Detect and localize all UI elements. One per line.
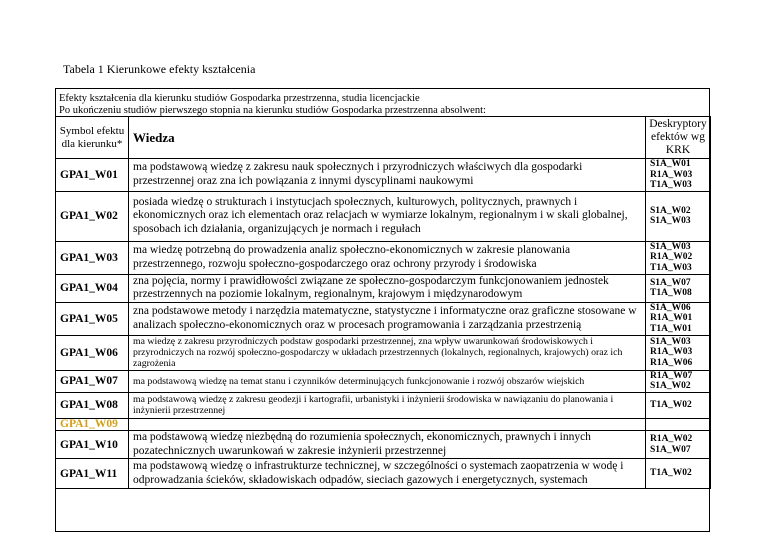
row-descriptors xyxy=(646,241,711,274)
table-row xyxy=(56,335,711,370)
row-code: GPA1_W06 xyxy=(56,335,129,370)
row-descriptors xyxy=(646,392,711,418)
descriptor: S1A_W03 xyxy=(650,216,691,227)
table-row xyxy=(56,302,711,335)
table-row xyxy=(56,392,711,418)
row-descriptors xyxy=(646,274,711,302)
descriptor: R1A_W02 xyxy=(650,252,693,263)
descriptor: S1A_W07 xyxy=(650,444,691,455)
row-descriptors xyxy=(646,418,711,430)
table-row xyxy=(56,241,711,274)
row-descriptors xyxy=(646,459,711,489)
descriptor: T1A_W01 xyxy=(650,323,692,334)
row-code: GPA1_W09 xyxy=(56,418,129,430)
descriptor: R1A_W03 xyxy=(650,347,693,358)
intro-line-2: Po ukończeniu studiów pierwszego stopnia na kierunku studiów Gospodarka przestrzenna absolwent: xyxy=(59,105,486,116)
descriptor: R1A_W03 xyxy=(650,169,693,180)
row-desc: ma wiedzę potrzebną do prowadzenia analiz społeczno-ekonomicznych w zakresie planowania przestrzennego, rozwoju społeczno-gospodarczego oraz ochrony przyrody i środowiska xyxy=(129,241,646,274)
table-row xyxy=(56,418,711,430)
descriptor: R1A_W01 xyxy=(650,313,693,324)
row-desc: ma podstawową wiedzę niezbędną do rozumienia społecznych, ekonomicznych, prawnych i innych pozatechnicznych uwarunkowań w zakresie inżynierii przestrzennej xyxy=(129,430,646,458)
header-desk-line2: efektów wg xyxy=(651,131,705,143)
row-code: GPA1_W02 xyxy=(56,191,129,241)
header-symbol-line1: Symbol efektu xyxy=(59,125,125,137)
header-symbol xyxy=(56,117,129,159)
descriptor: S1A_W01 xyxy=(650,159,691,169)
header-wiedza: Wiedza xyxy=(129,117,646,159)
descriptor: R1A_W06 xyxy=(650,357,693,368)
table-row xyxy=(56,459,711,489)
descriptor: S1A_W03 xyxy=(650,241,691,252)
table-row xyxy=(56,274,711,302)
row-descriptors xyxy=(646,430,711,458)
row-code: GPA1_W04 xyxy=(56,274,129,302)
descriptor: S1A_W02 xyxy=(650,205,691,216)
header-row xyxy=(56,117,711,159)
row-descriptors xyxy=(646,335,711,370)
header-symbol-line2: dla kierunku* xyxy=(61,137,123,150)
row-code: GPA1_W01 xyxy=(56,159,129,192)
table-intro xyxy=(59,93,486,117)
row-desc: ma wiedzę z zakresu przyrodniczych podstaw gospodarki przestrzennej, zna wpływ uwarunkowań środowiskowych i przyrodniczych na rozwój społeczno-gospodarczy w układach przestrzennych (lokalnych, regionalnych, krajowych) oraz ich zagrożenia xyxy=(129,335,646,370)
table-row xyxy=(56,370,711,392)
row-descriptors xyxy=(646,159,711,192)
row-descriptors xyxy=(646,191,711,241)
row-desc xyxy=(129,418,646,430)
descriptor: T1A_W02 xyxy=(650,400,692,411)
header-desk-line1: Deskryptory xyxy=(649,118,707,130)
table-caption: Tabela 1 Kierunkowe efekty kształcenia xyxy=(63,62,256,76)
descriptor: S1A_W07 xyxy=(650,277,691,288)
descriptor: S1A_W03 xyxy=(650,336,691,347)
descriptor: T1A_W02 xyxy=(650,468,692,479)
table-row xyxy=(56,430,711,458)
descriptor: T1A_W03 xyxy=(650,180,692,191)
table-row xyxy=(56,191,711,241)
row-code: GPA1_W05 xyxy=(56,302,129,335)
row-code: GPA1_W10 xyxy=(56,430,129,458)
row-desc: posiada wiedzę o strukturach i instytucjach społecznych, kulturowych, politycznych, prawnych i ekonomicznych oraz ich elementach oraz relacjach w wymiarze lokalnym, regionalnym i w skali globalnej, sposobach ich działania, organizujących je normach i regułach xyxy=(129,191,646,241)
row-code: GPA1_W11 xyxy=(56,459,129,489)
row-descriptors xyxy=(646,302,711,335)
descriptor: R1A_W02 xyxy=(650,433,693,444)
row-desc: zna podstawowe metody i narzędzia matematyczne, statystyczne i informatyczne oraz graficzne stosowane w analizach społeczno-ekonomicznych oraz w procesach programowania i zarządzania przestrzenią xyxy=(129,302,646,335)
row-descriptors xyxy=(646,370,711,392)
descriptor: S1A_W02 xyxy=(650,381,691,392)
row-code: GPA1_W08 xyxy=(56,392,129,418)
row-desc: ma podstawową wiedzę z zakresu nauk społecznych i przyrodniczych właściwych dla gospodarki przestrzennej oraz zna ich powiązania z innymi dyscyplinami naukowymi xyxy=(129,159,646,192)
header-desk-line3: KRK xyxy=(665,144,691,156)
descriptor: R1A_W07 xyxy=(650,370,693,381)
row-desc: ma podstawową wiedzę z zakresu geodezji i kartografii, urbanistyki i inżynierii środowiska w nawiązaniu do planowania i inżynierii przestrzennej xyxy=(129,392,646,418)
row-desc: ma podstawową wiedzę o infrastrukturze technicznej, w szczególności o systemach zaopatrzenia w wodę i odprowadzania ścieków, składowiskach odpadów, sieciach gazowych i energetycznych, systemach xyxy=(129,459,646,489)
row-code: GPA1_W03 xyxy=(56,241,129,274)
descriptor: S1A_W06 xyxy=(650,302,691,313)
row-code: GPA1_W07 xyxy=(56,370,129,392)
learning-outcomes-table xyxy=(55,116,711,489)
row-desc: zna pojęcia, normy i prawidłowości związane ze społeczno-gospodarczym funkcjonowaniem jednostek przestrzennych na poziomie lokalnym, regionalnym, krajowym i międzynarodowym xyxy=(129,274,646,302)
descriptor: T1A_W03 xyxy=(650,262,692,273)
header-descriptors xyxy=(646,117,711,159)
row-desc: ma podstawową wiedzę na temat stanu i czynników determinujących funkcjonowanie i rozwój obszarów wiejskich xyxy=(129,370,646,392)
table-row xyxy=(56,159,711,192)
descriptor: T1A_W08 xyxy=(650,288,692,299)
intro-line-1: Efekty kształcenia dla kierunku studiów Gospodarka przestrzenna, studia licencjackie xyxy=(59,93,420,104)
